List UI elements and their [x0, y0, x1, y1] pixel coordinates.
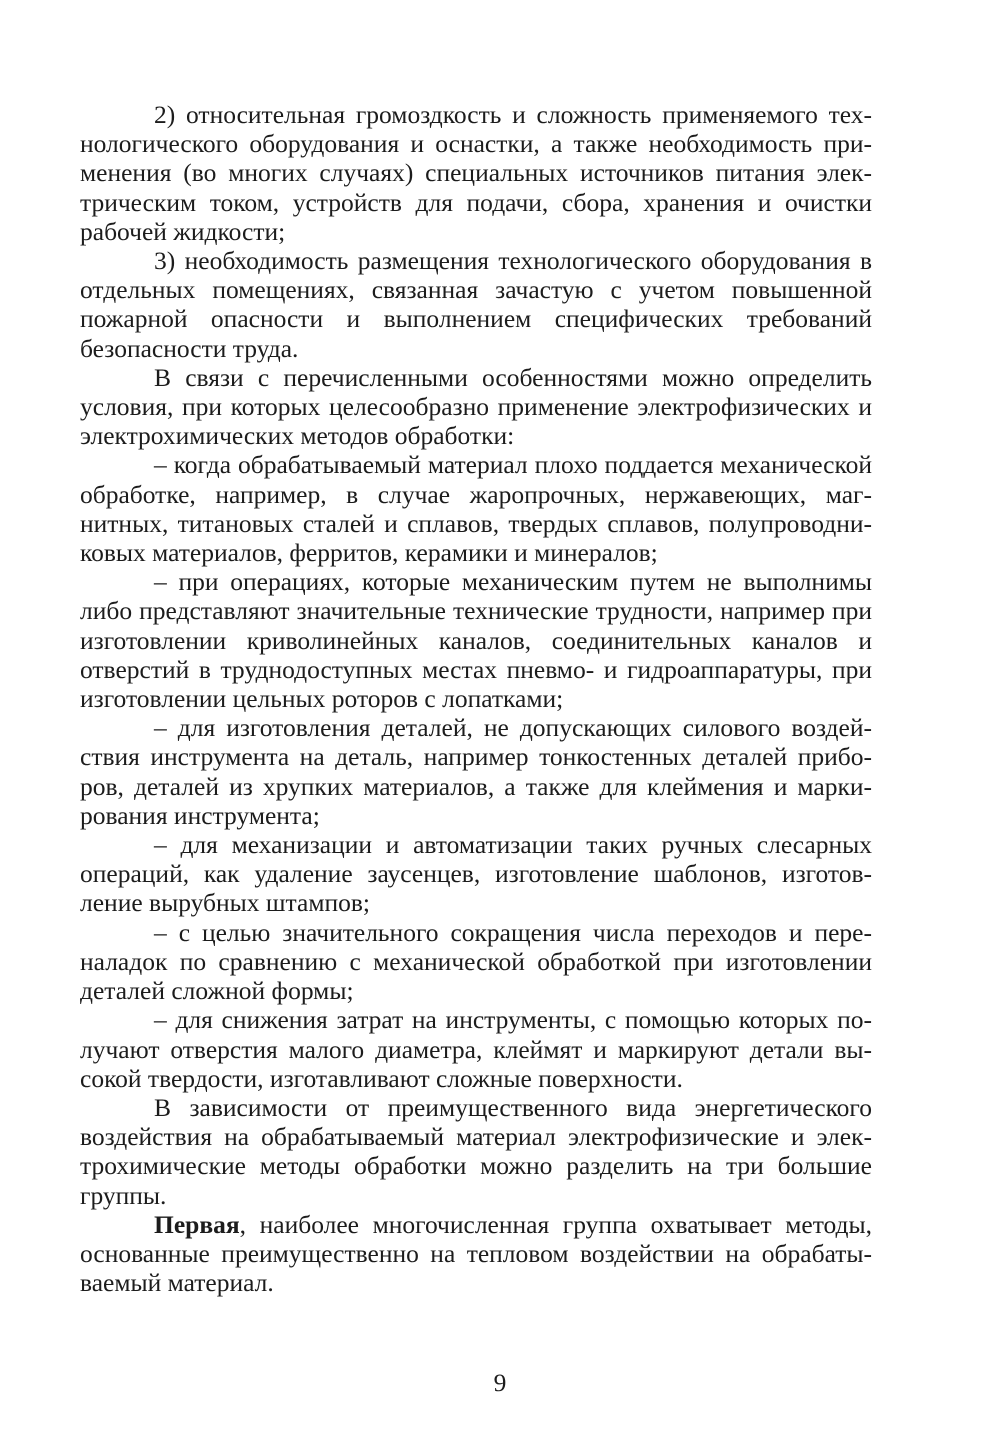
list-item-hard-materials	[80, 450, 872, 567]
paragraph-lead: Первая	[154, 1209, 240, 1239]
page-number: 9	[493, 1368, 507, 1397]
list-item-tool-costs	[80, 1005, 872, 1093]
list-item-difficult-operations	[80, 567, 872, 713]
paragraph-drawbacks-bulkiness	[80, 100, 872, 246]
paragraph-text: – для механизации и автоматизации таких ручных слесарных операций, как удаление заусенцев, изготовление шаблонов, изготовление вырубных штампов;	[80, 830, 872, 918]
paragraph-text: 3) необходимость размещения технологического оборудования в отдельных помещениях, связанная зачастую с учетом повышенной пожарной опасности и выполнением специфических требований безопасности труда.	[80, 246, 872, 363]
page-body	[80, 100, 872, 1297]
paragraph-text: – с целью значительного сокращения числа переходов и переналадок по сравнению с механической обработкой при изготовлении деталей сложной формы;	[80, 917, 872, 1006]
paragraph-text: , наиболее многочисленная группа охватывает методы, основанные преимущественно на тепловом воздействии на обрабатываемый материал.	[80, 1209, 872, 1298]
paragraph-text: В зависимости от преимущественного вида энергетического воздействия на обрабатываемый материал электрофизические и электрохимические методы обработки можно разделить на три большие группы.	[80, 1092, 872, 1210]
list-item-no-force-parts	[80, 713, 872, 830]
paragraph-text: – при операциях, которые механическим путем не выполнимы либо представляют значительные технические трудности, например при изготовлении криволинейных каналов, соединительных каналов и отверстий в труднодоступных местах пневмо- и гидроаппаратуры, при изготовлении цельных роторов с лопатками;	[80, 567, 872, 714]
paragraph-conditions-intro	[80, 363, 872, 451]
paragraph-text: – когда обрабатываемый материал плохо поддается механической обработке, например, в случае жаропрочных, нержавеющих, магнитных, титановых сталей и сплавов, твердых сплавов, полупроводниковых материалов, ферритов, керамики и минералов;	[80, 450, 872, 568]
paragraph-text: – для снижения затрат на инструменты, с помощью которых получают отверстия малого диаметра, клеймят и маркируют детали высокой твердости, изготавливают сложные поверхности.	[80, 1005, 872, 1093]
list-item-fewer-transitions	[80, 918, 872, 1006]
paragraph-text: 2) относительная громоздкость и сложность применяемого технологического оборудования и оснастки, а также необходимость применения (во многих случаях) специальных источников питания электрическим током, устройств для подачи, сбора, хранения и очистки рабочей жидкости;	[80, 100, 872, 246]
list-item-mechanization	[80, 830, 872, 918]
paragraph-groups-intro	[80, 1093, 872, 1210]
paragraph-text: – для изготовления деталей, не допускающих силового воздействия инструмента на деталь, например тонкостенных деталей приборов, деталей из хрупких материалов, а также для клеймения и маркирования инструмента;	[80, 713, 872, 830]
paragraph-drawbacks-premises	[80, 246, 872, 363]
paragraph-first-group	[80, 1210, 872, 1298]
paragraph-text: В связи с перечисленными особенностями можно определить условия, при которых целесообразно применение электрофизических и электрохимических методов обработки:	[80, 362, 872, 451]
